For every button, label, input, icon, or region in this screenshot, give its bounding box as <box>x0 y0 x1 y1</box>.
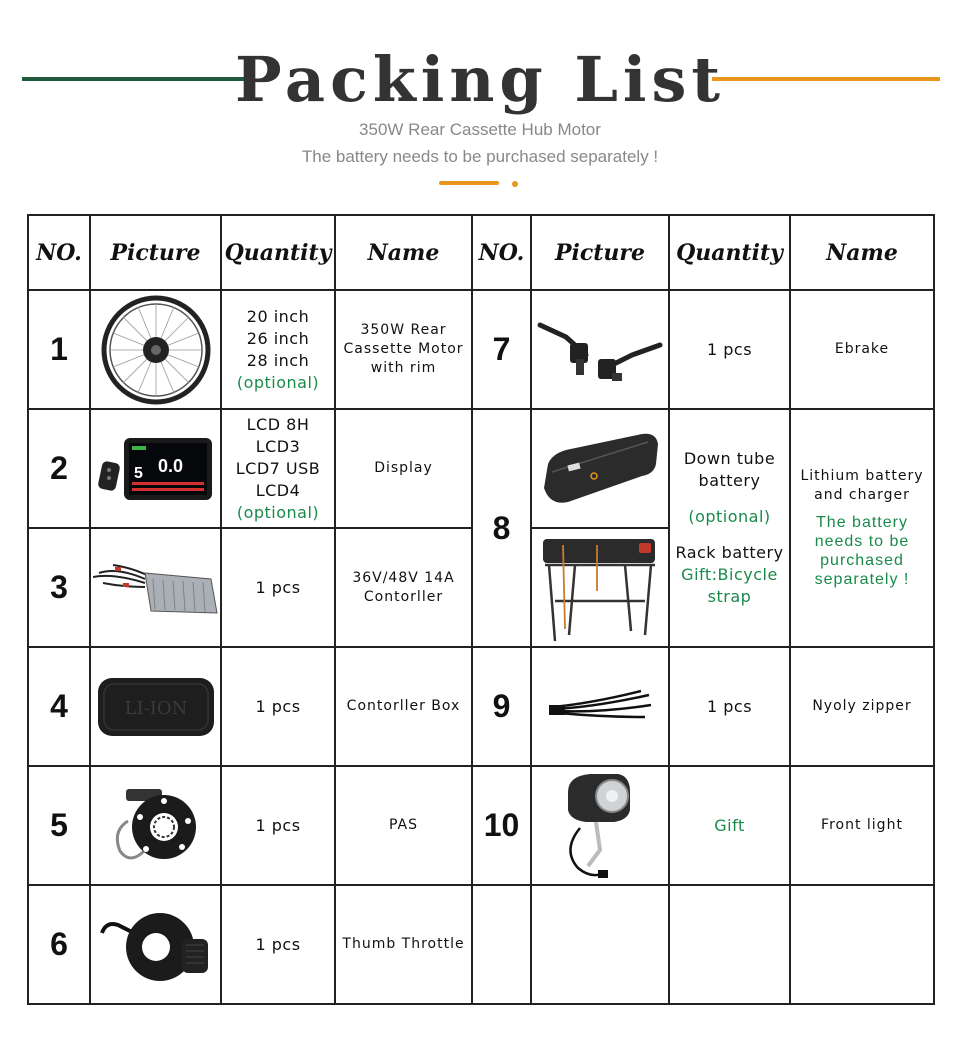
item-number: 8 <box>472 409 531 647</box>
item-number: 3 <box>28 528 90 647</box>
item-picture <box>531 647 669 766</box>
table-row <box>28 766 934 885</box>
item-quantity: 1 pcs <box>221 647 335 766</box>
item-number: 10 <box>472 766 531 885</box>
item-quantity: Down tube battery (optional) Rack battery Gift:Bicycle strap <box>669 409 790 647</box>
rack-battery-icon <box>535 531 665 645</box>
item-name: Thumb Throttle <box>335 885 472 1004</box>
item-name: Nyoly zipper <box>790 647 934 766</box>
item-number: 2 <box>28 409 90 528</box>
item-quantity: 1 pcs <box>669 290 790 409</box>
table-row <box>28 885 934 1004</box>
item-quantity: 1 pcs <box>221 766 335 885</box>
col-header-no: NO. <box>472 215 531 290</box>
item-quantity: Gift <box>669 766 790 885</box>
col-header-picture: Picture <box>531 215 669 290</box>
col-header-quantity: Quantity <box>221 215 335 290</box>
item-name: PAS <box>335 766 472 885</box>
item-quantity: 1 pcs <box>221 885 335 1004</box>
cable-ties-icon <box>545 687 655 727</box>
item-name: 350W Rear Cassette Motor with rim <box>335 290 472 409</box>
item-quantity: 20 inch 26 inch 28 inch (optional) <box>221 290 335 409</box>
thumb-throttle-icon <box>98 903 214 987</box>
svg-text:5: 5 <box>133 464 143 482</box>
table-header-row <box>28 215 934 290</box>
table-row <box>28 290 934 409</box>
col-header-no: NO. <box>28 215 90 290</box>
item-quantity: 1 pcs <box>669 647 790 766</box>
item-name: Ebrake <box>790 290 934 409</box>
svg-text:0.0: 0.0 <box>157 455 183 476</box>
controller-box-icon <box>94 672 218 742</box>
ebrake-icon <box>536 315 664 385</box>
controller-icon <box>93 553 219 623</box>
table-row <box>28 647 934 766</box>
item-quantity: LCD 8H LCD3 LCD7 USB LCD4 (optional) <box>221 409 335 528</box>
item-name: Front light <box>790 766 934 885</box>
item-picture <box>90 647 221 766</box>
col-header-picture: Picture <box>90 215 221 290</box>
item-name: Lithium battery and charger The battery needs to be purchased separately ! <box>790 409 934 647</box>
packing-table <box>27 214 935 1005</box>
item-picture <box>531 528 669 647</box>
item-picture <box>531 766 669 885</box>
battery-purchase-note: The battery needs to be purchased separately ! <box>814 514 910 588</box>
pas-sensor-icon <box>108 781 204 871</box>
item-picture <box>90 290 221 409</box>
empty-cell <box>531 885 669 1004</box>
item-name: 36V/48V 14A Contorller <box>335 528 472 647</box>
item-picture <box>90 409 221 528</box>
item-number: 9 <box>472 647 531 766</box>
wheel-motor-icon <box>98 295 214 405</box>
item-number: 1 <box>28 290 90 409</box>
page-subtitle: 350W Rear Cassette Hub Motor <box>359 120 601 139</box>
item-number: 5 <box>28 766 90 885</box>
table-row <box>28 409 934 528</box>
empty-cell <box>472 885 531 1004</box>
front-light-icon <box>560 770 640 882</box>
battery-note: The battery needs to be purchased separately ! <box>301 147 659 166</box>
item-number: 6 <box>28 885 90 1004</box>
downtube-battery-icon <box>538 424 662 514</box>
item-quantity: 1 pcs <box>221 528 335 647</box>
page-title: Packing List <box>234 43 726 116</box>
decor-dot <box>512 181 518 187</box>
col-header-quantity: Quantity <box>669 215 790 290</box>
svg-text:LI-ION: LI-ION <box>124 697 187 719</box>
item-picture <box>90 766 221 885</box>
decor-dash <box>439 181 499 185</box>
item-picture <box>90 885 221 1004</box>
item-picture <box>531 409 669 528</box>
empty-cell <box>790 885 934 1004</box>
empty-cell <box>669 885 790 1004</box>
item-name: Display <box>335 409 472 528</box>
item-number: 4 <box>28 647 90 766</box>
lcd-display-icon <box>94 434 218 504</box>
col-header-name: Name <box>335 215 472 290</box>
item-name: Contorller Box <box>335 647 472 766</box>
col-header-name: Name <box>790 215 934 290</box>
item-picture <box>531 290 669 409</box>
item-picture <box>90 528 221 647</box>
item-number: 7 <box>472 290 531 409</box>
